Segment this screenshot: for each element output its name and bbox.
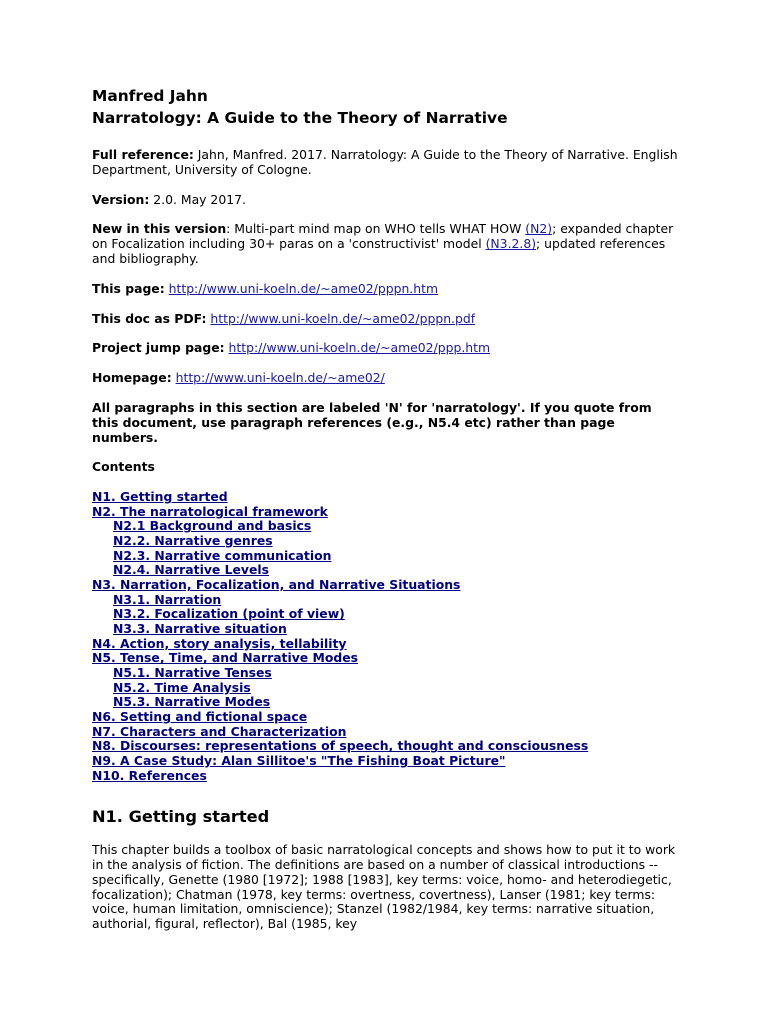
this-page-line [92,282,682,297]
homepage-label: Homepage: [92,370,172,386]
toc-link-n3-2[interactable]: N3.2. Focalization (point of view) [113,606,345,622]
toc-link-n1[interactable]: N1. Getting started [92,489,228,505]
section-heading-n1: N1. Getting started [92,807,270,827]
full-reference-text: Jahn, Manfred. 2017. Narratology: A Guide to the Theory of Narrative. English Department, University of Cologne. [92,147,678,177]
document-header [92,86,682,129]
toc-item [92,725,682,740]
toc-link-n5-2[interactable]: N5.2. Time Analysis [113,679,251,695]
version-text: 2.0. May 2017. [153,191,246,207]
toc-item [92,607,682,622]
version-info [92,193,682,208]
toc-link-n9[interactable]: N9. A Case Study: Alan Sillitoe's "The Fishing Boat Picture" [92,752,506,768]
toc-item [92,549,682,564]
contents-heading: Contents [92,459,155,475]
version-label: Version: [92,191,150,207]
toc-link-n6[interactable]: N6. Setting and fictional space [92,709,308,724]
new-in-version [92,222,682,266]
toc-link-n2-3[interactable]: N2.3. Narrative communication [113,547,332,563]
toc-item [92,490,682,505]
homepage-line [92,371,682,386]
new-in-version-label: New in this version [92,221,227,237]
toc-link-n2[interactable]: N2. The narratological framework [92,503,328,519]
toc-item [92,637,682,652]
toc-link-n8[interactable]: N8. Discourses: representations of speech, thought and consciousness [92,738,589,754]
document-title: Narratology: A Guide to the Theory of Narrative [92,108,508,127]
this-page-label: This page: [92,280,165,296]
toc-link-n2-1[interactable]: N2.1 Background and basics [113,518,312,534]
toc-link-n7[interactable]: N7. Characters and Characterization [92,723,347,739]
toc-link-n5[interactable]: N5. Tense, Time, and Narrative Modes [92,650,359,666]
document-content [92,86,682,947]
toc-item [92,622,682,637]
toc-item [92,563,682,578]
toc-link-n2-2[interactable]: N2.2. Narrative genres [113,533,273,549]
table-of-contents [92,490,682,783]
toc-link-n3-3[interactable]: N3.3. Narrative situation [113,621,287,637]
jump-page-link[interactable]: http://www.uni-koeln.de/~ame02/ppp.htm [228,340,491,356]
toc-link-n3-1[interactable]: N3.1. Narration [113,591,222,607]
toc-item [92,578,682,593]
toc-item [92,505,682,520]
toc-link-n2-4[interactable]: N2.4. Narrative Levels [113,562,270,578]
toc-item [92,519,682,534]
new-text-3: ; updated references and bibliography. [92,236,666,266]
pdf-label: This doc as PDF: [92,310,207,326]
toc-item [92,666,682,681]
toc-item [92,681,682,696]
full-reference-label: Full reference: [92,147,194,162]
section-n1-body: This chapter builds a toolbox of basic narratological concepts and shows how to put it to work in the analysis of fiction. The definitions are based on a number of classical introductions -- specifically, Genette (1980 [1972]; 1988 [1983], key terms: voice, homo- and heterodiegetic, focalization); Chatman (1978, key terms: overtness, covertness), Lanser (1981; key terms: voice, human limitation, omniscience); Stanzel (1982/1984, key terms: narrative situation, authorial, figural, reflector), Bal (1985, key [92,842,676,932]
toc-link-n5-1[interactable]: N5.1. Narrative Tenses [113,665,272,681]
toc-item [92,769,682,784]
link-n3-2-8[interactable]: (N3.2.8) [485,236,537,252]
jump-page-line [92,341,682,356]
toc-link-n10[interactable]: N10. References [92,767,207,783]
toc-item [92,739,682,754]
toc-item [92,710,682,725]
jump-page-label: Project jump page: [92,340,225,356]
this-page-link[interactable]: http://www.uni-koeln.de/~ame02/pppn.htm [168,280,439,296]
toc-item [92,651,682,666]
new-text-2: ; expanded chapter on Focalization including 30+ paras on a 'constructivist' model [92,221,674,252]
toc-link-n4[interactable]: N4. Action, story analysis, tellability [92,635,347,651]
toc-item [92,534,682,549]
toc-item [92,593,682,608]
full-reference [92,148,682,178]
toc-link-n3[interactable]: N3. Narration, Focalization, and Narrative Situations [92,577,461,593]
homepage-link[interactable]: http://www.uni-koeln.de/~ame02/ [175,370,385,386]
paragraph-note: All paragraphs in this section are labeled 'N' for 'narratology'. If you quote from this document, use paragraph references (e.g., N5.4 etc) rather than page numbers. [92,399,652,445]
toc-item [92,754,682,769]
new-text-1: : Multi-part mind map on WHO tells WHAT HOW [226,221,526,237]
pdf-line [92,312,682,327]
pdf-link[interactable]: http://www.uni-koeln.de/~ame02/pppn.pdf [210,310,476,326]
toc-item [92,695,682,710]
link-n2[interactable]: (N2) [525,221,553,237]
author-name: Manfred Jahn [92,87,208,105]
toc-link-n5-3[interactable]: N5.3. Narrative Modes [113,694,271,710]
